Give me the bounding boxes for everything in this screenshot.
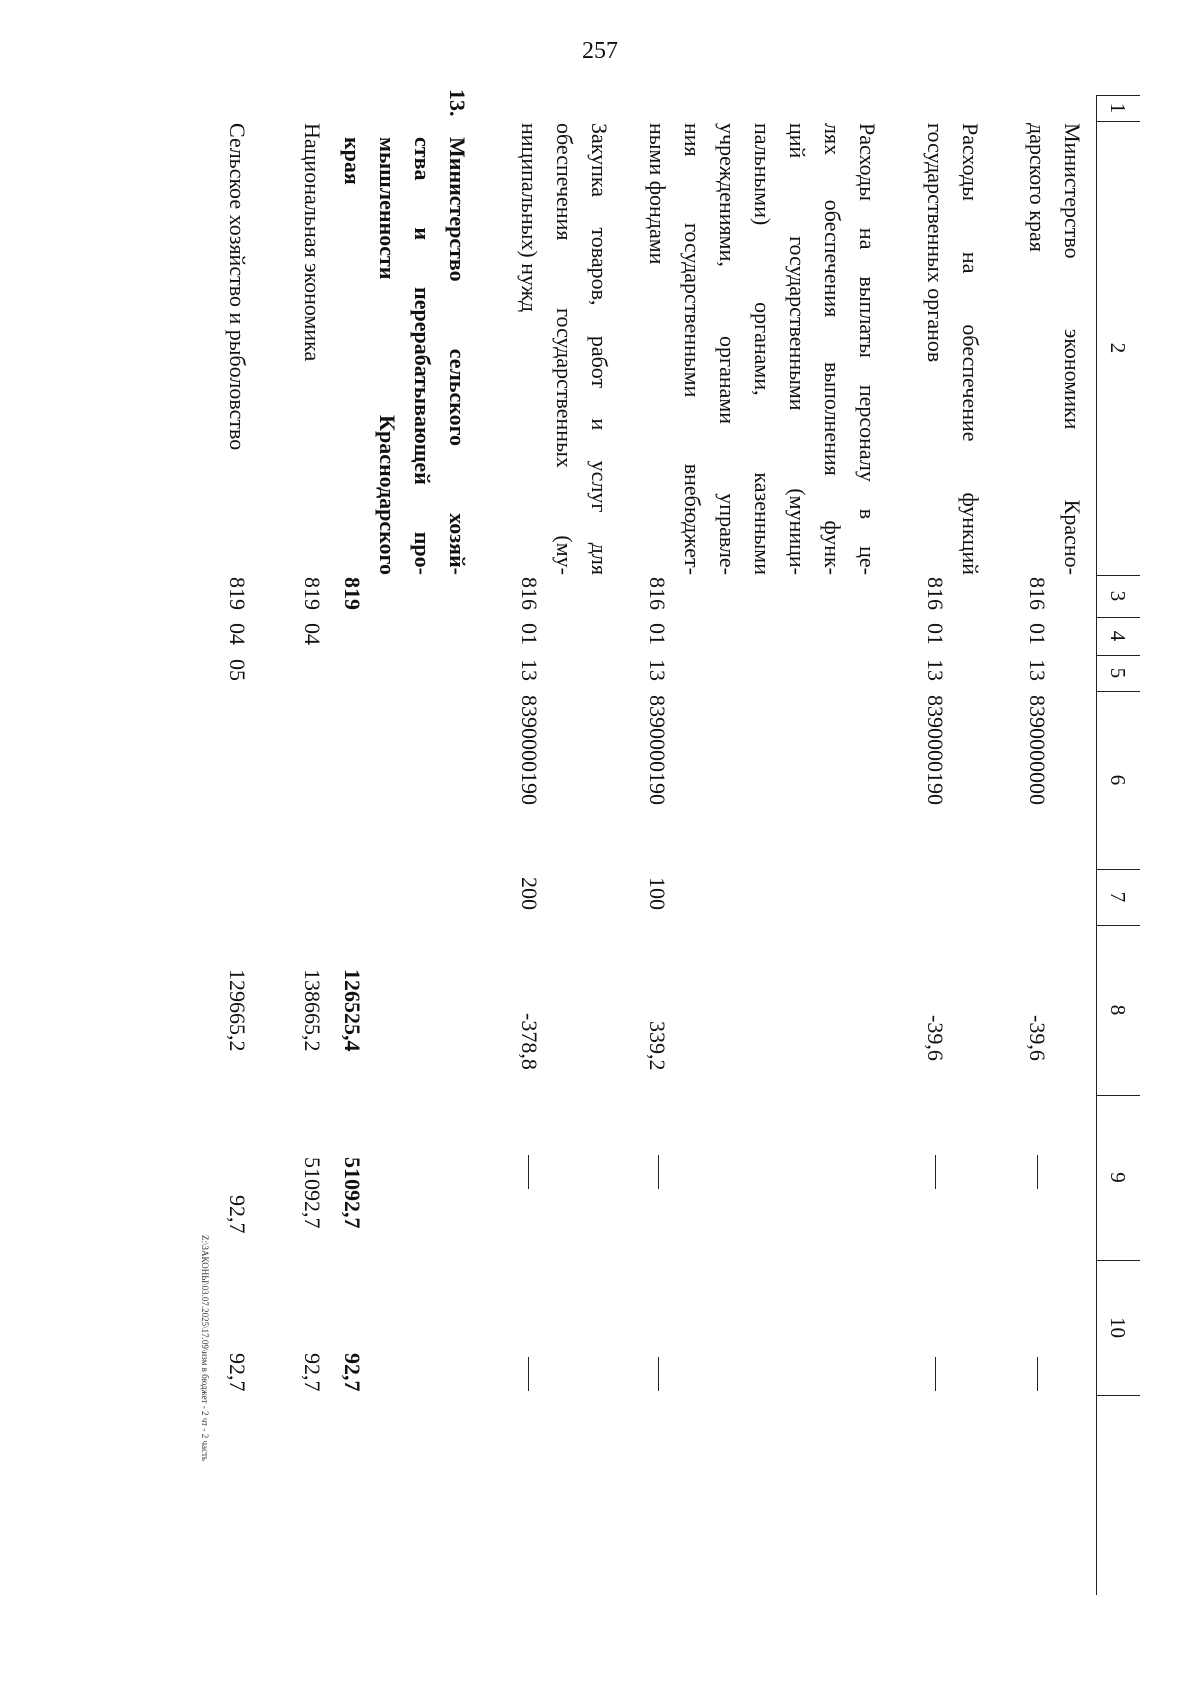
col-4: 01 xyxy=(645,623,670,645)
col-4: 04 xyxy=(300,623,325,645)
col-3: 816 xyxy=(645,577,670,610)
col-5: 13 xyxy=(923,659,948,681)
col-9-dash xyxy=(1037,1155,1038,1189)
col-4: 01 xyxy=(923,623,948,645)
col-9-dash xyxy=(935,1155,936,1189)
col-3: 819 xyxy=(300,577,325,610)
col-3: 816 xyxy=(923,577,948,610)
col-6: 8390000000 xyxy=(1025,695,1050,805)
header-col-7: 7 xyxy=(1106,891,1131,903)
col-8: -39,6 xyxy=(1025,1015,1050,1061)
header-col-1: 1 xyxy=(1106,102,1131,114)
col-3: 819 xyxy=(225,577,250,610)
col-5: 13 xyxy=(517,659,542,681)
col-9-dash xyxy=(528,1155,529,1189)
col-10-dash xyxy=(528,1357,529,1391)
col-7: 100 xyxy=(645,877,670,910)
header-col-9: 9 xyxy=(1106,1172,1131,1183)
col-8: 129665,2 xyxy=(225,969,250,1052)
col-8: 138665,2 xyxy=(300,969,325,1052)
col-7: 200 xyxy=(517,877,542,910)
col-10: 92,7 xyxy=(340,1353,365,1392)
col-3: 816 xyxy=(1025,577,1050,610)
col-10-dash xyxy=(1037,1357,1038,1391)
col-3: 816 xyxy=(517,577,542,610)
col-3: 819 xyxy=(340,577,365,610)
table-header xyxy=(1096,95,1140,1595)
col-6: 8390000190 xyxy=(923,695,948,805)
col-10: 92,7 xyxy=(300,1353,325,1392)
row-number: 13. xyxy=(445,89,470,117)
col-4: 01 xyxy=(517,623,542,645)
row-name: Сельское хозяйство и рыболовство xyxy=(225,123,250,451)
col-9: 51092,7 xyxy=(300,1157,325,1229)
col-8: 126525,4 xyxy=(340,969,365,1052)
header-col-6: 6 xyxy=(1106,774,1131,786)
footer-path: Z:\ЗАКОНЫ\03.07.2025\17.09\изм в бюджет - 2 чт - 2 часть xyxy=(200,1235,210,1462)
col-10: 92,7 xyxy=(225,1353,250,1392)
col-8: -39,6 xyxy=(923,1015,948,1061)
col-9: 92,7 xyxy=(225,1195,250,1234)
col-6: 8390000190 xyxy=(645,695,670,805)
col-10-dash xyxy=(935,1357,936,1391)
row-name: Расходы на обеспечение функций государственных органов xyxy=(923,123,983,575)
col-4: 01 xyxy=(1025,623,1050,645)
col-5: 13 xyxy=(645,659,670,681)
col-5: 05 xyxy=(225,659,250,681)
header-col-8: 8 xyxy=(1106,1004,1131,1016)
col-5: 13 xyxy=(1025,659,1050,681)
col-8: 339,2 xyxy=(645,1021,670,1071)
col-8: -378,8 xyxy=(517,1013,542,1070)
col-9-dash xyxy=(658,1155,659,1189)
col-6: 8390000190 xyxy=(517,695,542,805)
header-col-5: 5 xyxy=(1106,667,1131,679)
header-col-2: 2 xyxy=(1106,342,1131,354)
row-name: Расходы на выплаты персоналу в це- лях обеспечения выполнения функ- ций государственными (муници- пальными) органами, казенными учреждениями, органами управле- ния государственными внебюджет- ными фондами xyxy=(645,123,880,575)
row-name: Министерство экономики Красно- дарского края xyxy=(1025,123,1085,575)
header-col-10: 10 xyxy=(1106,1317,1131,1338)
col-4: 04 xyxy=(225,623,250,645)
row-name: Министерство сельского хозяй- ства и перерабатывающей про- мышленности Краснодарского края xyxy=(340,137,470,575)
header-col-4: 4 xyxy=(1106,630,1131,642)
rotated-table xyxy=(180,89,1140,1595)
row-name: Закупка товаров, работ и услуг для обеспечения государственных (му- ниципальных) нужд xyxy=(517,123,612,575)
col-9: 51092,7 xyxy=(340,1157,365,1229)
header-col-3: 3 xyxy=(1106,590,1131,602)
col-10-dash xyxy=(658,1357,659,1391)
row-name: Национальная экономика xyxy=(300,123,325,362)
page-number: 257 xyxy=(582,38,618,64)
